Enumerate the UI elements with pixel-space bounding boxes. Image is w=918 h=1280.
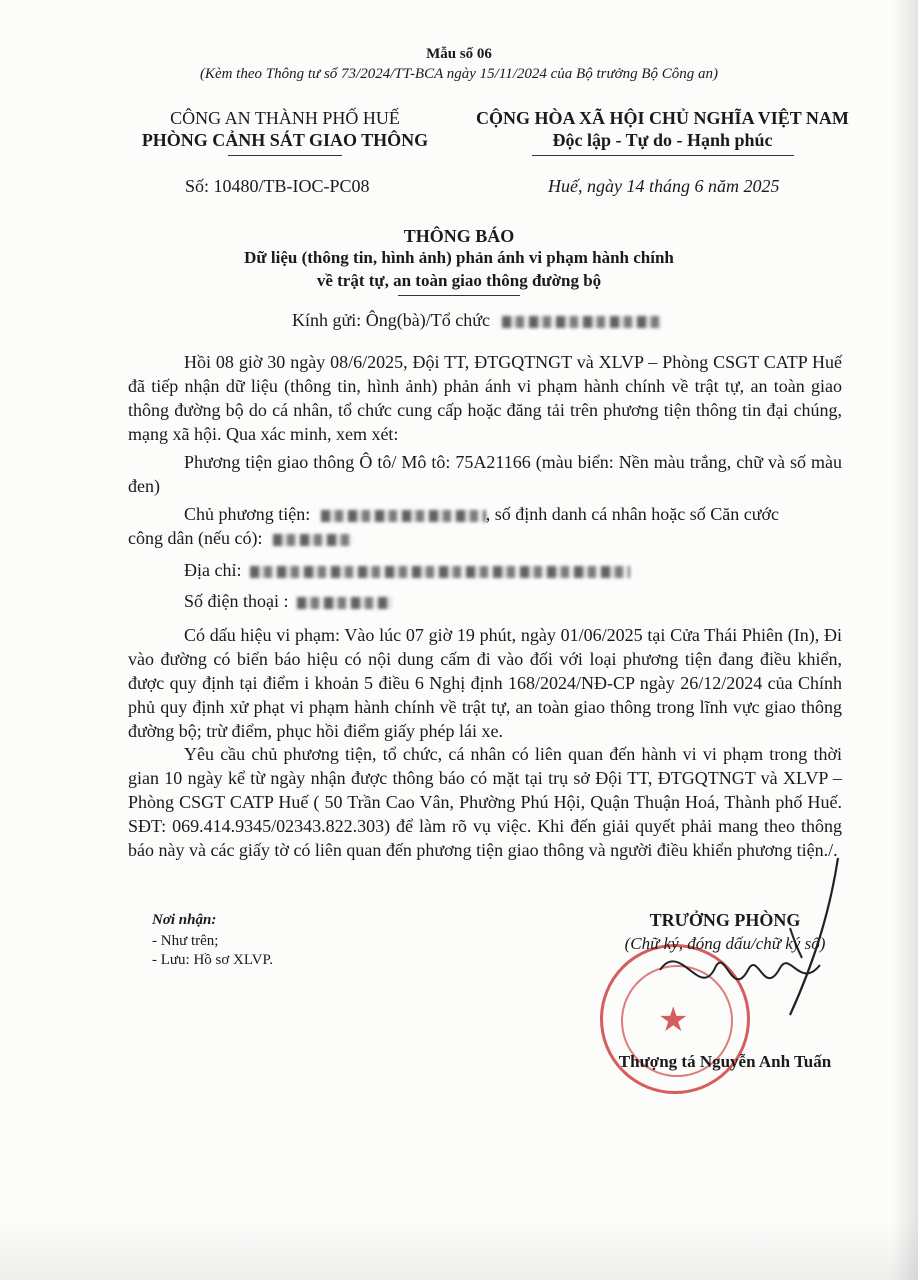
notice-subtitle-line2: về trật tự, an toàn giao thông đường bộ [316,271,602,290]
recipient-label: Kính gửi: Ông(bà)/Tổ chức [292,310,490,330]
receiver-item-1: - Như trên; [152,933,219,949]
redacted-recipient [502,316,662,328]
violation-paragraph: Có dấu hiệu vi phạm: Vào lúc 07 giờ 19 phút, ngày 01/06/2025 tại Cửa Thái Phiên (In), Đi vào đường có biển báo hiệu có nội dung cấm đi vào đối với loại phương tiện đang điều khiển, được quy định tại điểm i khoản 5 điều 6 Nghị định 168/2024/NĐ-CP ngày 26/12/2024 của Chính phủ quy định xử phạt vi phạm hành chính về trật tự, an toàn giao thông trong lĩnh vực giao thông đường bộ; trừ điểm, phục hồi điểm giấy phép lái xe. [128,625,842,741]
sign-note: (Chữ ký, đóng dấu/chữ ký số) [624,934,826,953]
page-shadow-right [892,0,918,1280]
recipient-line [292,310,662,331]
agency-parent: CÔNG AN THÀNH PHỐ HUẾ [170,108,400,128]
redacted-phone [297,597,392,609]
address-line [184,560,630,581]
page-shadow-bottom [0,1220,918,1280]
nation-motto: Độc lập - Tự do - Hạnh phúc [552,130,773,150]
stamp-star-icon: ★ [658,1000,689,1040]
phone-label: Số điện thoại : [184,591,289,611]
signer-title: TRƯỞNG PHÒNG [649,910,801,930]
receivers-title: Nơi nhận: [152,912,217,928]
redacted-owner [321,510,486,522]
owner-label: Chủ phương tiện: [184,504,311,524]
phone-line [184,591,392,612]
notice-subtitle-line1: Dữ liệu (thông tin, hình ảnh) phản ánh vi phạm hành chính [244,248,674,267]
owner-id-label: công dân (nếu có): [128,528,263,548]
redacted-id [273,534,353,546]
address-label: Địa chỉ: [184,560,242,580]
place-date: Huế, ngày 14 tháng 6 năm 2025 [548,176,780,196]
motto-underline [532,155,794,156]
request-paragraph: Yêu cầu chủ phương tiện, tổ chức, cá nhân có liên quan đến hành vi vi phạm trong thời gian 10 ngày kể từ ngày nhận được thông báo có mặt tại trụ sở Đội TT, ĐTGQTNGT và XLVP – Phòng CSGT CATP Huế ( 50 Trần Cao Vân, Phường Phú Hội, Quận Thuận Hoá, Thành phố Huế. SĐT: 069.414.9345/02343.822.303) để làm rõ vụ việc. Khi đến giải quyết phải mang theo thông báo này và các giấy tờ có liên quan đến phương tiện giao thông và người điều khiển phương tiện./. [128,744,842,860]
receiver-item-2: - Lưu: Hồ sơ XLVP. [152,952,273,968]
title-underline [398,295,520,296]
notice-title: THÔNG BÁO [403,226,515,246]
form-reference: (Kèm theo Thông tư số 73/2024/TT-BCA ngày 15/11/2024 của Bộ trưởng Bộ Công an) [199,66,719,82]
redacted-address [250,566,630,578]
owner-rest: , số định danh cá nhân hoặc số Căn cước [485,504,779,524]
form-number: Mẫu số 06 [426,46,492,62]
signer-name: Thượng tá Nguyễn Anh Tuấn [618,1052,832,1071]
vehicle-info: Phương tiện giao thông Ô tô/ Mô tô: 75A21166 (màu biển: Nền màu trắng, chữ và số màu đen) [128,452,842,496]
document-number: Số: 10480/TB-IOC-PC08 [185,176,370,196]
nation-name: CỘNG HÒA XÃ HỘI CHỦ NGHĨA VIỆT NAM [476,108,849,128]
owner-id-line [128,528,353,549]
agency-name: PHÒNG CẢNH SÁT GIAO THÔNG [141,130,429,150]
owner-line [184,504,779,525]
agency-underline [228,155,342,156]
intro-paragraph: Hồi 08 giờ 30 ngày 08/6/2025, Đội TT, ĐTGQTNGT và XLVP – Phòng CSGT CATP Huế đã tiếp nhận dữ liệu (thông tin, hình ảnh) phản ánh vi phạm hành chính về trật tự, an toàn giao thông đường bộ do cá nhân, tổ chức cung cấp hoặc đăng tải trên phương tiện thông tin đại chúng, mạng xã hội. Qua xác minh, xem xét: [128,352,842,444]
